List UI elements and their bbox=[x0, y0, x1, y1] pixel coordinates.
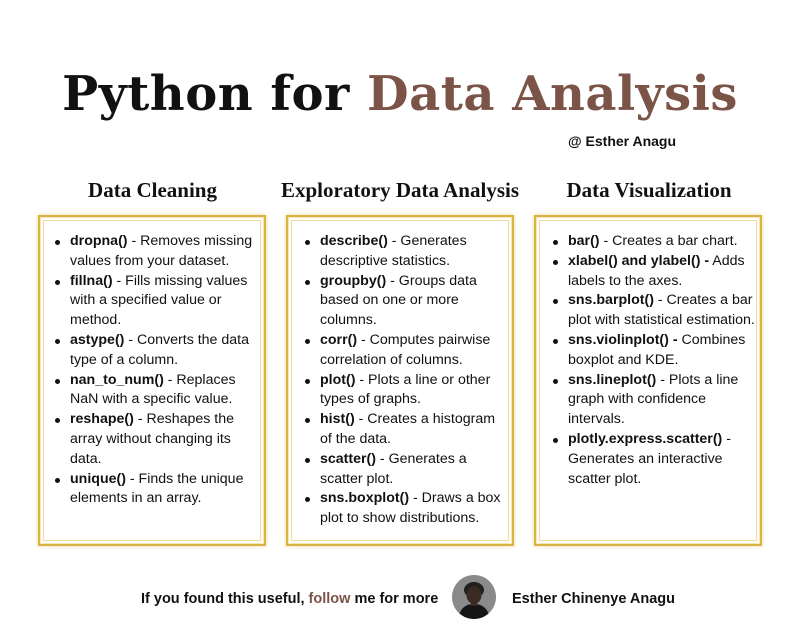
author-name: Esther Chinenye Anagu bbox=[512, 591, 676, 607]
function-description: - Plots a line graph with confidence intervals. bbox=[568, 371, 739, 428]
list-item bbox=[552, 331, 757, 371]
heading-data-visualization: Data Visualization bbox=[566, 178, 732, 202]
list-item bbox=[54, 371, 262, 411]
heading-exploratory-data-analysis: Exploratory Data Analysis bbox=[280, 178, 519, 202]
avatar bbox=[452, 575, 496, 619]
list-item bbox=[54, 470, 262, 510]
function-description: - Plots a line or other types of graphs. bbox=[320, 371, 491, 408]
function-description: - Replaces NaN with a specific value. bbox=[70, 371, 236, 408]
list-item bbox=[552, 252, 757, 292]
function-description: Adds labels to the axes. bbox=[568, 252, 745, 289]
list-item bbox=[54, 272, 262, 331]
profile-photo-icon bbox=[452, 575, 496, 619]
list-item bbox=[304, 371, 509, 411]
function-description: - Computes pairwise correlation of columns. bbox=[320, 331, 491, 368]
list-item bbox=[304, 410, 509, 450]
function-name: corr() bbox=[320, 331, 358, 348]
footer-text-after: me for more bbox=[350, 591, 439, 607]
function-name: sns.lineplot() bbox=[568, 371, 657, 388]
list-item bbox=[552, 371, 757, 430]
function-name: sns.violinplot() - bbox=[568, 331, 678, 348]
list-item bbox=[304, 331, 509, 371]
function-name: plotly.express.scatter() bbox=[568, 430, 723, 447]
function-description: - Draws a box plot to show distributions. bbox=[320, 490, 501, 527]
function-name: xlabel() and ylabel() - bbox=[568, 252, 710, 269]
list-exploratory-data-analysis bbox=[304, 232, 509, 529]
function-name: nan_to_num() bbox=[70, 371, 164, 388]
function-name: scatter() bbox=[320, 450, 376, 467]
list-item bbox=[552, 232, 757, 252]
list-item bbox=[304, 272, 509, 331]
function-name: reshape() bbox=[70, 411, 134, 428]
list-item bbox=[54, 232, 262, 272]
function-description: - Converts the data type of a column. bbox=[70, 331, 250, 368]
list-item bbox=[552, 291, 757, 331]
author-handle: @ Esther Anagu bbox=[568, 133, 677, 149]
function-description: - Creates a histogram of the data. bbox=[320, 411, 496, 447]
list-item bbox=[304, 489, 509, 529]
function-name: unique() bbox=[70, 470, 126, 487]
function-name: groupby() bbox=[320, 272, 387, 289]
function-description: - Fills missing values with a specified value or method. bbox=[70, 272, 248, 329]
list-item bbox=[552, 430, 757, 489]
function-description: - Groups data based on one or more columns. bbox=[320, 272, 477, 329]
function-name: sns.barplot() bbox=[568, 292, 654, 309]
function-description: Combines boxplot and KDE. bbox=[568, 331, 746, 368]
title-main: Python for bbox=[62, 66, 367, 122]
function-description: - Generates a scatter plot. bbox=[320, 450, 467, 487]
list-data-cleaning bbox=[54, 232, 262, 509]
list-data-visualization bbox=[552, 232, 757, 489]
function-description: - Reshapes the array without changing its data. bbox=[70, 411, 235, 467]
list-item bbox=[304, 450, 509, 490]
footer-text-before: If you found this useful, bbox=[141, 591, 309, 607]
function-description: - Generates descriptive statistics. bbox=[320, 233, 467, 269]
function-description: - Generates an interactive scatter plot. bbox=[568, 430, 731, 487]
function-name: hist() bbox=[320, 411, 355, 428]
function-name: dropna() bbox=[70, 233, 128, 249]
follow-word: follow bbox=[308, 591, 351, 607]
function-description: - Removes missing values from your dataset. bbox=[70, 233, 253, 269]
list-item bbox=[54, 331, 262, 371]
function-name: sns.boxplot() bbox=[320, 490, 410, 507]
list-item bbox=[304, 232, 509, 272]
page-title bbox=[0, 66, 800, 122]
function-name: plot() bbox=[320, 371, 356, 388]
function-name: bar() bbox=[568, 233, 600, 249]
function-description: - Creates a bar chart. bbox=[599, 233, 738, 249]
function-name: describe() bbox=[320, 233, 388, 249]
function-description: - Creates a bar plot with statistical estimation. bbox=[568, 292, 755, 329]
list-item bbox=[54, 410, 262, 469]
heading-data-cleaning: Data Cleaning bbox=[88, 178, 217, 202]
function-name: fillna() bbox=[70, 272, 113, 289]
footer-call-to-action bbox=[141, 591, 438, 607]
title-accent: Data Analysis bbox=[366, 66, 738, 122]
function-description: - Finds the unique elements in an array. bbox=[70, 470, 244, 507]
function-name: astype() bbox=[70, 331, 125, 348]
